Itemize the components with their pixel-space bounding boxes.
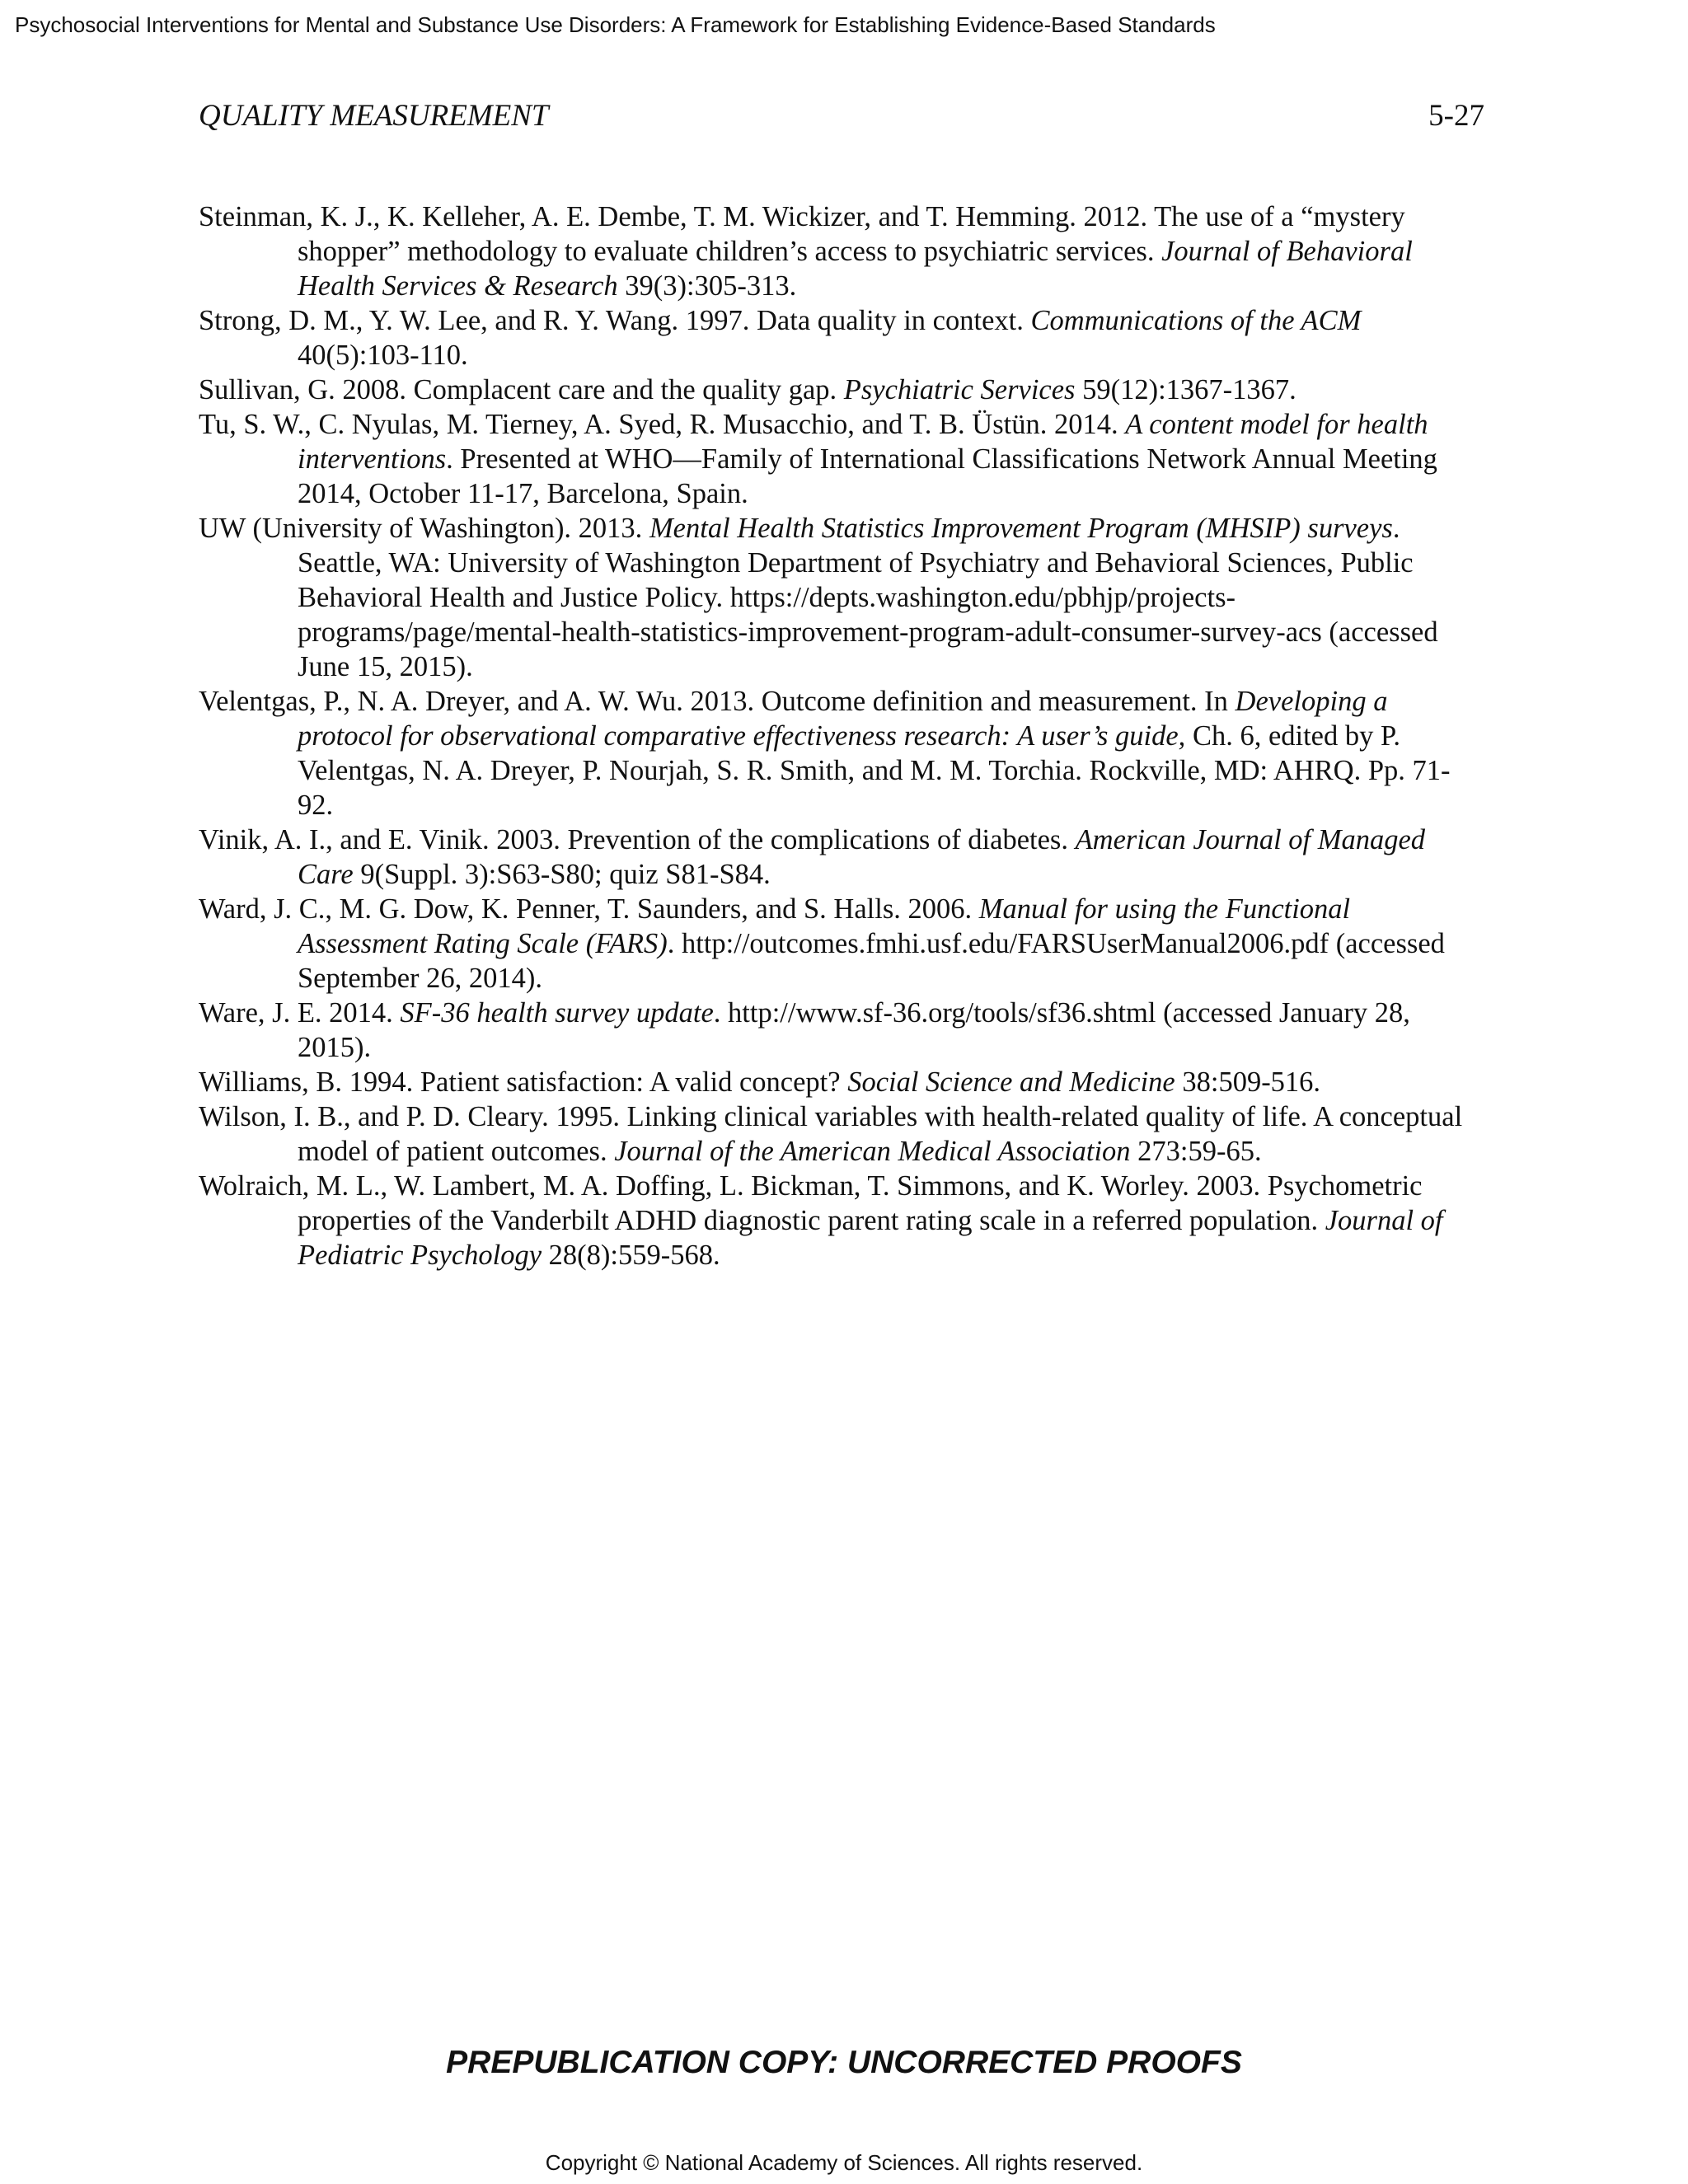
reference-entry	[199, 407, 1484, 511]
reference-text: Williams, B. 1994. Patient satisfaction: A valid concept?	[199, 1066, 848, 1098]
copyright-notice: Copyright © National Academy of Sciences. All rights reserved.	[545, 2150, 1143, 2175]
reference-text: Sullivan, G. 2008. Complacent care and the quality gap.	[199, 374, 844, 405]
reference-text: Tu, S. W., C. Nyulas, M. Tierney, A. Syed, R. Musacchio, and T. B. Üstün. 2014.	[199, 409, 1126, 440]
reference-citation: 40(5):103-110.	[298, 340, 468, 371]
reference-citation: . http://outcomes.fmhi.usf.edu/FARSUserManual2006.pdf (accessed September 26, 2014).	[298, 928, 1445, 994]
reference-entry	[199, 511, 1484, 684]
reference-entry	[199, 1065, 1484, 1099]
reference-text: Ward, J. C., M. G. Dow, K. Penner, T. Saunders, and S. Halls. 2006.	[199, 893, 979, 925]
reference-source: Journal of Pediatric Psychology	[298, 1205, 1443, 1271]
reference-text: Steinman, K. J., K. Kelleher, A. E. Dembe, T. M. Wickizer, and T. Hemming. 2012. The use of a “mystery shopper” methodology to evaluate children’s access to psychiatric services.	[199, 201, 1405, 267]
reference-text: Wolraich, M. L., W. Lambert, M. A. Doffing, L. Bickman, T. Simmons, and K. Worley. 2003. Psychometric properties of the Vanderbilt ADHD diagnostic parent rating scale in a referred population.	[199, 1170, 1423, 1236]
reference-citation: 38:509-516.	[1175, 1066, 1321, 1098]
reference-text: UW (University of Washington). 2013.	[199, 513, 649, 544]
reference-citation: 273:59-65.	[1130, 1136, 1262, 1167]
reference-source: Psychiatric Services	[843, 374, 1076, 405]
reference-source: Developing a protocol for observational comparative effectiveness research: A user’s guide,	[298, 686, 1388, 752]
reference-text: Velentgas, P., N. A. Dreyer, and A. W. Wu. 2013. Outcome definition and measurement. In	[199, 686, 1236, 717]
reference-entry	[199, 823, 1484, 892]
reference-entry	[199, 199, 1484, 303]
reference-citation: . Seattle, WA: University of Washington Department of Psychiatry and Behavioral Sciences, Public Behavioral Health and Justice Policy. https://depts.washington.edu/pbhjp/projects-programs/page/mental-health-statistics-improvement-program-adult-consumer-survey-acs (accessed June 15, 2015).	[298, 513, 1438, 682]
reference-citation: 28(8):559-568.	[542, 1240, 720, 1271]
reference-entry	[199, 684, 1484, 823]
reference-source: SF-36 health survey update	[400, 997, 714, 1029]
section-title: QUALITY MEASUREMENT	[199, 99, 549, 133]
reference-entry	[199, 996, 1484, 1065]
reference-citation: Ch. 6, edited by P. Velentgas, N. A. Dreyer, P. Nourjah, S. R. Smith, and M. M. Torchia. Rockville, MD: AHRQ. Pp. 71-92.	[298, 720, 1451, 821]
reference-entry	[199, 303, 1484, 373]
reference-source: A content model for health interventions	[298, 409, 1428, 475]
reference-citation: . http://www.sf-36.org/tools/sf36.shtml (accessed January 28, 2015).	[298, 997, 1410, 1063]
reference-citation: . Presented at WHO—Family of International Classifications Network Annual Meeting 2014, October 11-17, Barcelona, Spain.	[298, 443, 1437, 509]
prepublication-notice: PREPUBLICATION COPY: UNCORRECTED PROOFS	[446, 2045, 1242, 2080]
reference-source: Journal of Behavioral Health Services & Research	[298, 236, 1413, 302]
reference-entry	[199, 1099, 1484, 1169]
reference-entry	[199, 1169, 1484, 1272]
reference-list	[199, 199, 1484, 1272]
reference-text: Strong, D. M., Y. W. Lee, and R. Y. Wang. 1997. Data quality in context.	[199, 305, 1031, 336]
reference-citation: 59(12):1367-1367.	[1075, 374, 1296, 405]
reference-text: Ware, J. E. 2014.	[199, 997, 401, 1029]
page-number: 5-27	[1428, 99, 1484, 133]
reference-text: Wilson, I. B., and P. D. Cleary. 1995. Linking clinical variables with health-related quality of life. A conceptual model of patient outcomes.	[199, 1101, 1463, 1167]
reference-source: Communications of the ACM	[1030, 305, 1362, 336]
reference-source: Mental Health Statistics Improvement Program (MHSIP) surveys	[649, 513, 1393, 544]
reference-source: Journal of the American Medical Association	[614, 1136, 1131, 1167]
document-banner: Psychosocial Interventions for Mental and Substance Use Disorders: A Framework for Establishing Evidence-Based Standards	[15, 12, 1216, 37]
reference-text: Vinik, A. I., and E. Vinik. 2003. Prevention of the complications of diabetes.	[199, 824, 1076, 855]
reference-entry	[199, 373, 1484, 407]
reference-source: Social Science and Medicine	[847, 1066, 1175, 1098]
running-head	[199, 97, 1484, 135]
reference-source: Manual for using the Functional Assessment Rating Scale (FARS)	[298, 893, 1351, 959]
reference-entry	[199, 892, 1484, 996]
reference-citation: 39(3):305-313.	[617, 270, 797, 302]
reference-citation: 9(Suppl. 3):S63-S80; quiz S81-S84.	[353, 859, 771, 890]
reference-source: American Journal of Managed Care	[298, 824, 1426, 890]
